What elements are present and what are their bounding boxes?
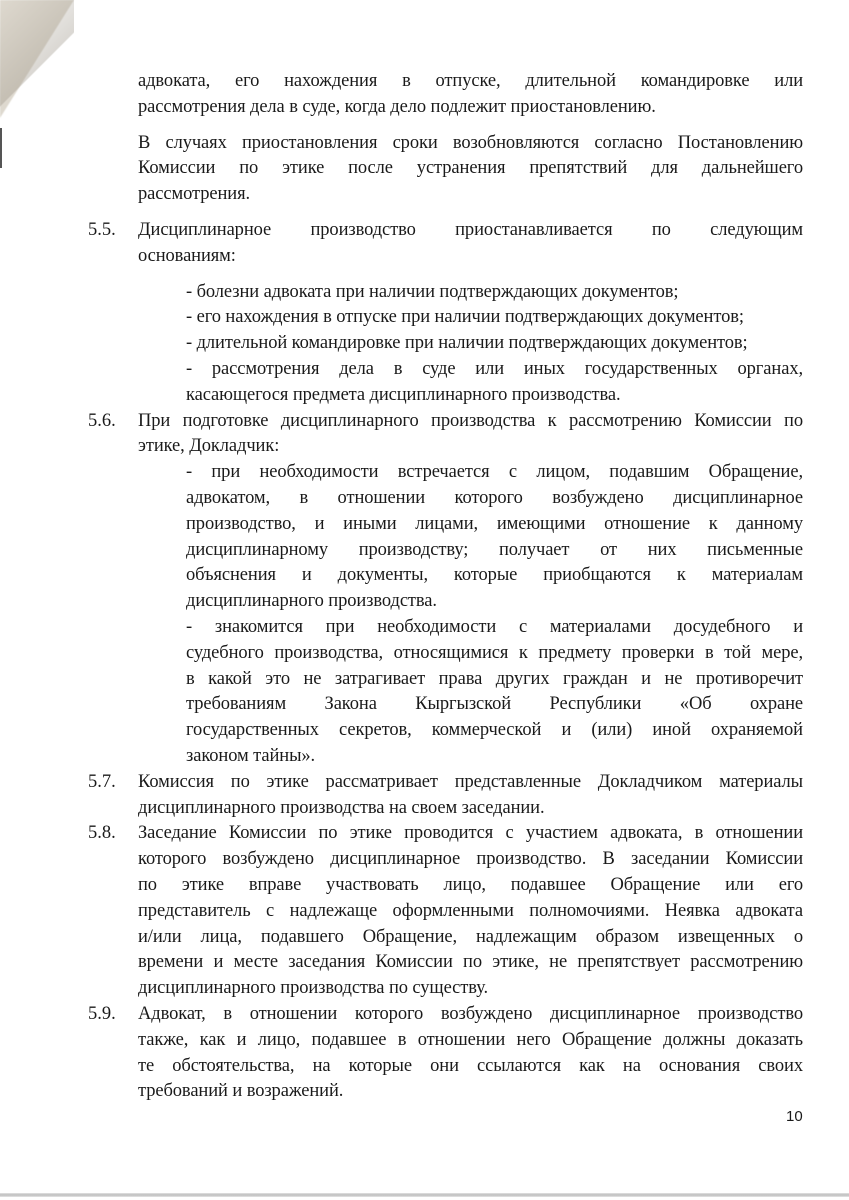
bullet-line: в какой это не затрагивает права других граждан и не противоречит — [186, 668, 803, 689]
section-text-line: этике, Докладчик: — [138, 436, 280, 457]
bullet-line: - длительной командировке при наличии подтверждающих документов; — [186, 333, 748, 354]
paragraph-line: Комиссии по этике после устранения препятствий для дальнейшего — [138, 158, 803, 179]
bullet-line: объяснения и документы, которые приобщаются к материалам — [186, 565, 803, 586]
paragraph-line: рассмотрения дела в суде, когда дело подлежит приостановлению. — [138, 96, 656, 117]
section-text-line: дисциплинарного производства на своем заседании. — [138, 797, 545, 818]
bullet-line: касающегося предмета дисциплинарного производства. — [186, 384, 621, 405]
bullet-line: требованиям Закона Кыргызской Республики «Об охране — [186, 694, 803, 715]
section-text-line: представитель с надлежаще оформленными полномочиями. Неявка адвоката — [138, 900, 803, 921]
paragraph-line: В случаях приостановления сроки возобновляются согласно Постановлению — [138, 132, 803, 153]
section-number: 5.9. — [88, 1004, 116, 1024]
section-text-line: которого возбуждено дисциплинарное производство. В заседании Комиссии — [138, 849, 803, 870]
paragraph-line: рассмотрения. — [138, 184, 251, 205]
bullet-line: производство, и иными лицами, имеющими отношение к данному — [186, 513, 803, 534]
section-number: 5.8. — [88, 823, 116, 844]
section-text-line: основаниям: — [138, 245, 236, 266]
bullet-line: - знакомится при необходимости с материалами досудебного и — [186, 617, 803, 637]
section-text-line: по этике вправе участвовать лицо, подавшее Обращение или его — [138, 875, 803, 895]
section-text-line: Дисциплинарное производство приостанавливается по следующим — [138, 220, 803, 240]
folded-page-corner — [0, 0, 74, 118]
bullet-line: - его нахождения в отпуске при наличии подтверждающих документов; — [186, 307, 744, 328]
section-text-line: Комиссия по этике рассматривает представленные Докладчиком материалы — [138, 771, 803, 792]
section-number: 5.7. — [88, 771, 116, 792]
section-text-line: дисциплинарного производства по существу. — [138, 978, 489, 999]
section-text-line: также, как и лицо, подавшее в отношении него Обращение должны доказать — [138, 1029, 803, 1050]
section-number: 5.6. — [88, 410, 116, 431]
section-number: 5.5. — [88, 220, 116, 240]
scan-bottom-edge — [0, 1193, 849, 1197]
section-text-line: времени и месте заседания Комиссии по этике, не препятствует рассмотрению — [138, 952, 803, 973]
bullet-line: законом тайны». — [186, 746, 316, 766]
section-text-line: При подготовке дисциплинарного производства к рассмотрению Комиссии по — [138, 410, 803, 431]
bullet-line: адвокатом, в отношении которого возбуждено дисциплинарное — [186, 488, 803, 508]
bullet-line: - при необходимости встречается с лицом, подавшим Обращение, — [186, 462, 803, 483]
bullet-line: государственных секретов, коммерческой и (или) иной охраняемой — [186, 720, 803, 741]
section-text-line: Заседание Комиссии по этике проводится с участием адвоката, в отношении — [138, 823, 803, 844]
bullet-line: - болезни адвоката при наличии подтверждающих документов; — [186, 281, 679, 302]
paragraph-line: адвоката, его нахождения в отпуске, длительной командировке или — [138, 71, 803, 91]
section-text-line: требований и возражений. — [138, 1081, 344, 1102]
bullet-line: судебного производства, относящимися к предмету проверки в той мере, — [186, 642, 803, 663]
section-text-line: Адвокат, в отношении которого возбуждено дисциплинарное производство — [138, 1004, 803, 1024]
bullet-line: дисциплинарного производства. — [186, 591, 437, 612]
section-text-line: и/или лица, подавшего Обращение, надлежащим образом извещенных о — [138, 926, 803, 947]
page-number: 10 — [786, 1108, 803, 1125]
scan-edge-mark — [0, 128, 2, 168]
bullet-line: - рассмотрения дела в суде или иных государственных органах, — [186, 359, 803, 379]
bullet-line: дисциплинарному производству; получает от них письменные — [186, 539, 803, 560]
section-text-line: те обстоятельства, на которые они ссылаются как на основания своих — [138, 1055, 803, 1076]
